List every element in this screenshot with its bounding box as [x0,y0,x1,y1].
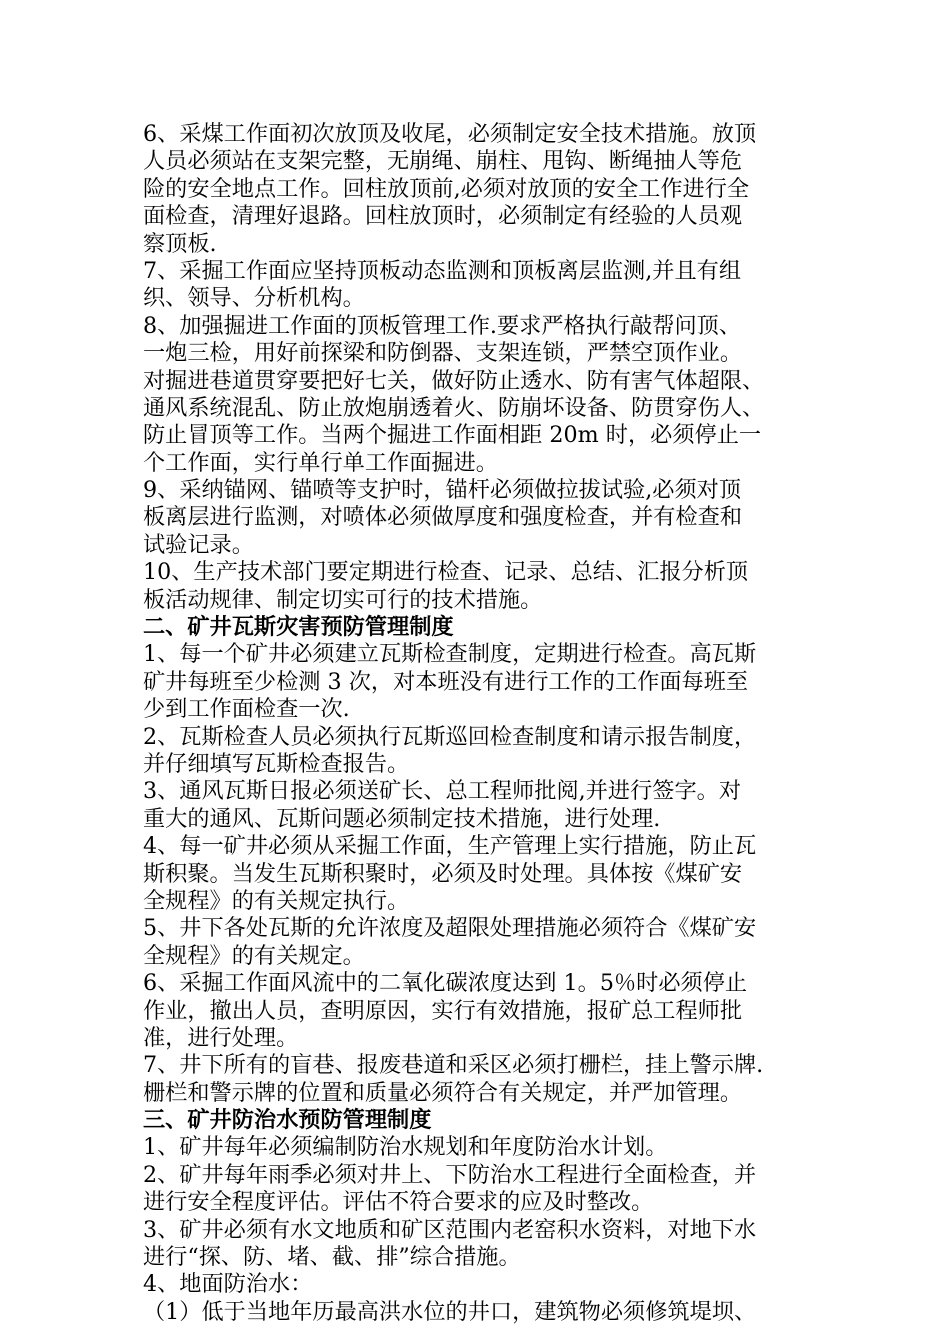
text-line: 重大的通风、瓦斯问题必须制定技术措施，进行处理. [143,805,661,832]
text-line: 7、采掘工作面应坚持顶板动态监测和顶板离层监测,并且有组 [143,257,742,284]
text-line: 进行“探、防、堵、截、排”综合措施。 [143,1244,521,1271]
document-body [143,121,823,1326]
text-line: 察顶板. [143,230,217,257]
text-line: 栅栏和警示牌的位置和质量必须符合有关规定，并严加管理。 [143,1079,743,1106]
text-line: 3、通风瓦斯日报必须送矿长、总工程师批阅,并进行签字。对 [143,778,742,805]
text-line: 4、地面防治水： [143,1271,313,1298]
text-line: 面检查，清理好退路。回柱放顶时，必须制定有经验的人员观 [143,203,743,230]
text-line: 2、矿井每年雨季必须对井上、下防治水工程进行全面检查，并 [143,1161,757,1188]
text-line: 进行安全程度评估。评估不符合要求的应及时整改。 [143,1189,654,1216]
text-line: 对掘进巷道贯穿要把好七关，做好防止透水、防有害气体超限、 [143,367,765,394]
text-line: 险的安全地点工作。回柱放顶前,必须对放顶的安全工作进行全 [143,175,750,202]
text-line: 7、井下所有的盲巷、报废巷道和采区必须打栅栏，挂上警示牌. [143,1052,764,1079]
text-line: 6、采掘工作面风流中的二氧化碳浓度达到 1。5％时必须停止 [143,970,748,997]
text-line: 6、采煤工作面初次放顶及收尾，必须制定安全技术措施。放顶 [143,121,757,147]
text-line: 通风系统混乱、防止放炮崩透着火、防崩坏设备、防贯穿伤人、 [143,394,765,421]
text-line: 8、加强掘进工作面的顶板管理工作.要求严格执行敲帮问顶、 [143,312,742,339]
text-line: 一炮三检，用好前探梁和防倒器、支架连锁，严禁空顶作业。 [143,340,743,367]
text-line: 10、生产技术部门要定期进行检查、记录、总结、汇报分析顶 [143,559,749,586]
text-line: 防止冒顶等工作。当两个掘进工作面相距 20m 时，必须停止一 [143,422,762,449]
text-line: 少到工作面检查一次. [143,696,350,723]
text-line: 个工作面，实行单行单工作面掘进。 [143,449,498,476]
section-heading: 三、矿井防治水预防管理制度 [143,1107,432,1134]
text-line: 4、每一矿井必须从采掘工作面，生产管理上实行措施，防止瓦 [143,833,757,860]
text-line: 板活动规律、制定切实可行的技术措施。 [143,586,543,613]
text-line: 作业，撤出人员，查明原因，实行有效措施，报矿总工程师批 [143,997,743,1024]
text-line: 斯积聚。当发生瓦斯积聚时，必须及时处理。具体按《煤矿安 [143,860,743,887]
text-line: 试验记录。 [143,531,254,558]
text-line: 2、瓦斯检查人员必须执行瓦斯巡回检查制度和请示报告制度， [143,723,757,750]
text-line: （1）低于当地年历最高洪水位的井口，建筑物必须修筑堤坝、 [143,1298,757,1325]
text-line: 1、矿井每年必须编制防治水规划和年度防治水计划。 [143,1134,668,1161]
text-line: 1、每一个矿井必须建立瓦斯检查制度，定期进行检查。高瓦斯 [143,641,757,668]
text-line: 全规程》的有关规定执行。 [143,887,410,914]
text-line: 矿井每班至少检测 3 次，对本班没有进行工作的工作面每班至 [143,668,749,695]
text-line: 准，进行处理。 [143,1024,299,1051]
text-line: 3、矿井必须有水文地质和矿区范围内老窑积水资料，对地下水 [143,1216,757,1243]
text-line: 9、采纳锚网、锚喷等支护时，锚杆必须做拉拔试验,必须对顶 [143,477,742,504]
text-line: 全规程》的有关规定。 [143,942,365,969]
text-line: 5、井下各处瓦斯的允许浓度及超限处理措施必须符合《煤矿安 [143,915,757,942]
section-heading: 二、矿井瓦斯灾害预防管理制度 [143,614,454,641]
text-line: 人员必须站在支架完整，无崩绳、崩柱、甩钩、断绳抽人等危 [143,148,743,175]
text-line: 并仔细填写瓦斯检查报告。 [143,750,410,777]
text-line: 织、领导、分析机构。 [143,285,365,312]
text-line: 板离层进行监测，对喷体必须做厚度和强度检查，并有检查和 [143,504,743,531]
